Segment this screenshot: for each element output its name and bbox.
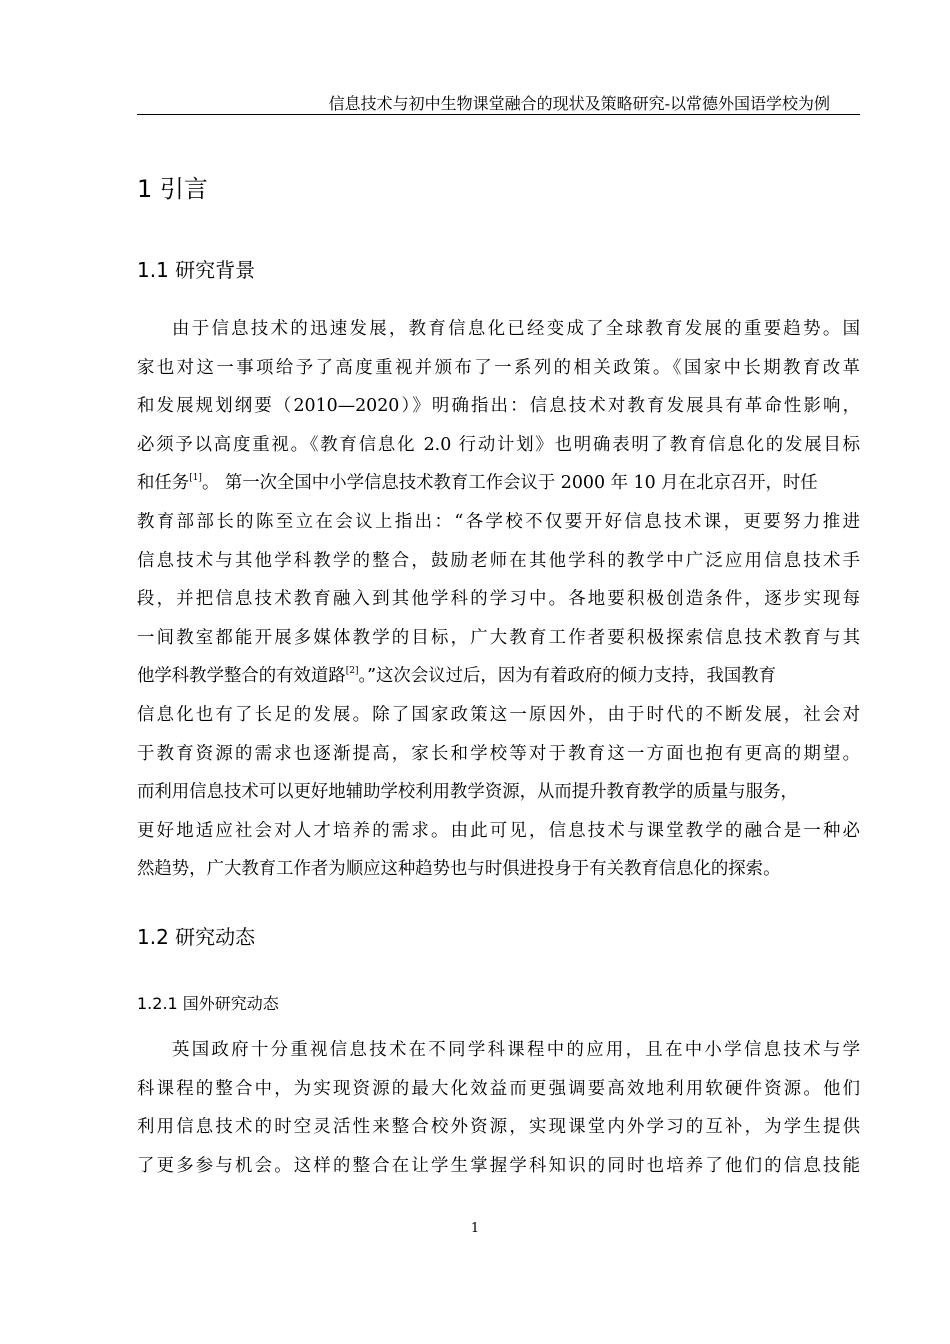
paragraph-line: 于教育资源的需求也逐渐提高，家长和学校等对于教育这一方面也抱有更高的期望。: [137, 743, 860, 764]
line-text: 。”这次会议过后，因为有着政府的倾力支持，我国教育: [358, 666, 777, 687]
paragraph-line: 然趋势，广大教育工作者为顺应这种趋势也与时俱进投身于有关教育信息化的探索。: [137, 859, 781, 880]
citation-ref: [2]: [345, 666, 359, 677]
line-text: 他学科教学整合的有效道路: [137, 666, 346, 687]
paragraph-line: 和发展规划纲要（2010—2020）》明确指出：信息技术对教育发展具有革命性影响，: [137, 396, 860, 417]
chapter-title: 1 引言: [137, 175, 208, 203]
citation-ref: [1]: [189, 473, 202, 484]
paragraph-line: 科课程的整合中，为实现资源的最大化效益而更强调要高效地利用软硬件资源。他们: [137, 1078, 860, 1099]
section-title-dynamics: 1.2 研究动态: [137, 925, 256, 949]
paragraph-line: 段，并把信息技术教育融入到其他学科的学习中。各地要积极创造条件，逐步实现每: [137, 589, 860, 610]
paragraph-line: 一间教室都能开展多媒体教学的目标，广大教育工作者要积极探索信息技术教育与其: [137, 627, 860, 648]
subsection-title-foreign: 1.2.1 国外研究动态: [137, 994, 279, 1013]
paragraph-line: 了更多参与机会。这样的整合在让学生掌握学科知识的同时也培养了他们的信息技能: [137, 1155, 860, 1176]
paragraph-line: 教育部部长的陈至立在会议上指出：“各学校不仅要开好信息技术课，更要努力推进: [137, 511, 860, 532]
paragraph-line: 信息化也有了长足的发展。除了国家政策这一原因外，由于时代的不断发展，社会对: [137, 704, 860, 725]
paragraph-line: 家也对这一事项给予了高度重视并颁布了一系列的相关政策。《国家中长期教育改革: [137, 357, 860, 378]
line-text: 和任务: [137, 473, 190, 494]
paragraph-background: [137, 310, 860, 889]
section-title-background: 1.1 研究背景: [137, 258, 256, 282]
page-number: 1: [470, 1221, 480, 1236]
paragraph-line: 由于信息技术的迅速发展，教育信息化已经变成了全球教育发展的重要趋势。国: [172, 319, 860, 339]
paragraph-line: [137, 464, 860, 503]
paragraph-line: 更好地适应社会对人才培养的需求。由此可见，信息技术与课堂教学的融合是一种必: [137, 820, 860, 841]
header-rule: [137, 114, 860, 115]
paragraph-line: 信息技术与其他学科教学的整合，鼓励老师在其他学科的教学中广泛应用信息技术手: [137, 550, 860, 571]
running-header: 信息技术与初中生物课堂融合的现状及策略研究-以常德外国语学校为例: [328, 94, 830, 113]
paragraph-line: 而利用信息技术可以更好地辅助学校利用教学资源，从而提升教育教学的质量与服务，: [137, 782, 798, 803]
paragraph-line: 英国政府十分重视信息技术在不同学科课程中的应用，且在中小学信息技术与学: [172, 1040, 860, 1060]
paragraph-line: 必须予以高度重视。《教育信息化 2.0 行动计划》也明确表明了教育信息化的发展目标: [137, 434, 860, 455]
paragraph-line: [137, 657, 860, 696]
line-text: 。 第一次全国中小学信息技术教育工作会议于 2000 年 10 月在北京召开，时任: [201, 473, 818, 494]
paragraph-foreign: [137, 1031, 860, 1185]
paragraph-line: 利用信息技术的时空灵活性来整合校外资源，实现课堂内外学习的互补，为学生提供: [137, 1117, 860, 1138]
